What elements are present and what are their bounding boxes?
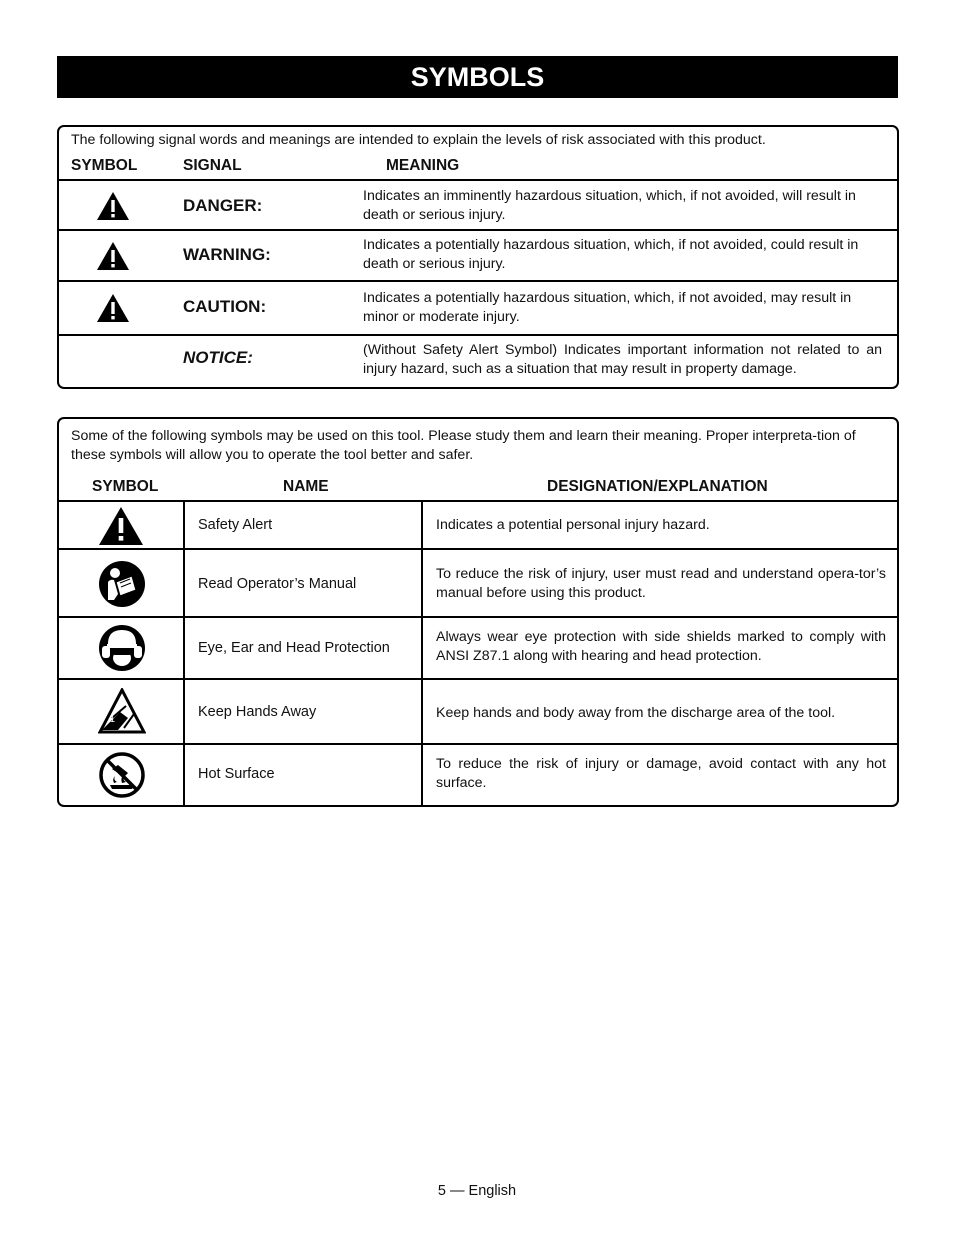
table-row: [59, 334, 897, 389]
header-signal: SIGNAL: [183, 157, 242, 174]
meaning-notice: (Without Safety Alert Symbol) Indicates important information not related to an injury hazard, such as a situation that may result in property damage.: [363, 342, 882, 377]
signal-intro-text: The following signal words and meanings are intended to explain the levels of risk associated with this product.: [71, 132, 766, 148]
header-name: NAME: [283, 478, 329, 495]
meaning-warning: Indicates a potentially hazardous situation, which, if not avoided, could result in death or serious injury.: [363, 237, 859, 272]
hot-surface-icon: [98, 751, 146, 799]
symbol-name: Keep Hands Away: [198, 704, 317, 720]
warning-triangle-icon: [96, 293, 130, 323]
table-row: [59, 500, 897, 549]
header-meaning: MEANING: [386, 157, 460, 174]
table-row: [59, 280, 897, 334]
header-designation: DESIGNATION/EXPLANATION: [547, 478, 768, 495]
symbol-name: Read Operator’s Manual: [198, 576, 357, 592]
warning-triangle-icon: [96, 191, 130, 221]
symbol-explanation: Always wear eye protection with side shields marked to comply with ANSI Z87.1 along with hearing and head protection.: [436, 629, 886, 664]
symbols-intro-text: Some of the following symbols may be used on this tool. Please study them and learn their meaning. Proper interpreta-tion of these symbols will allow you to operate the tool better and safer.: [71, 428, 856, 463]
eye-ear-head-protection-icon: [98, 624, 146, 672]
svg-text:1: 1: [110, 714, 116, 724]
header-symbol: SYMBOL: [92, 478, 159, 495]
signal-notice: NOTICE:: [183, 348, 253, 367]
signal-caution: CAUTION:: [183, 297, 267, 316]
keep-hands-away-icon: [98, 688, 146, 736]
meaning-danger: Indicates an imminently hazardous situation, which, if not avoided, will result in death or serious injury.: [363, 188, 856, 223]
symbol-name: Eye, Ear and Head Protection: [198, 640, 390, 656]
page-footer: 5 — English: [437, 1183, 517, 1199]
warning-triangle-icon: [96, 241, 130, 271]
safety-alert-icon: [98, 506, 144, 546]
meaning-caution: Indicates a potentially hazardous situation, which, if not avoided, may result in minor or moderate injury.: [363, 290, 852, 325]
symbol-explanation: To reduce the risk of injury, user must read and understand opera-tor’s manual before using this product.: [436, 566, 886, 601]
page-title: SYMBOLS: [57, 56, 898, 98]
symbol-explanation: To reduce the risk of injury or damage, avoid contact with any hot surface.: [436, 756, 886, 791]
symbol-name: Safety Alert: [198, 517, 273, 533]
signal-danger: DANGER:: [183, 196, 263, 215]
table-row: [59, 743, 897, 805]
symbol-explanation: Keep hands and body away from the discharge area of the tool.: [436, 705, 836, 721]
table-row: [59, 229, 897, 281]
signal-words-table: [57, 125, 899, 389]
table-row: [59, 548, 897, 617]
table-row: [59, 179, 897, 229]
table-row: [59, 616, 897, 679]
signal-warning: WARNING:: [183, 245, 271, 264]
symbol-name: Hot Surface: [198, 766, 275, 782]
symbol-explanation: Indicates a potential personal injury hazard.: [436, 517, 710, 533]
symbols-table: [57, 417, 899, 807]
read-manual-icon: [98, 560, 146, 608]
header-symbol: SYMBOL: [71, 157, 138, 174]
table-row: [59, 678, 897, 744]
